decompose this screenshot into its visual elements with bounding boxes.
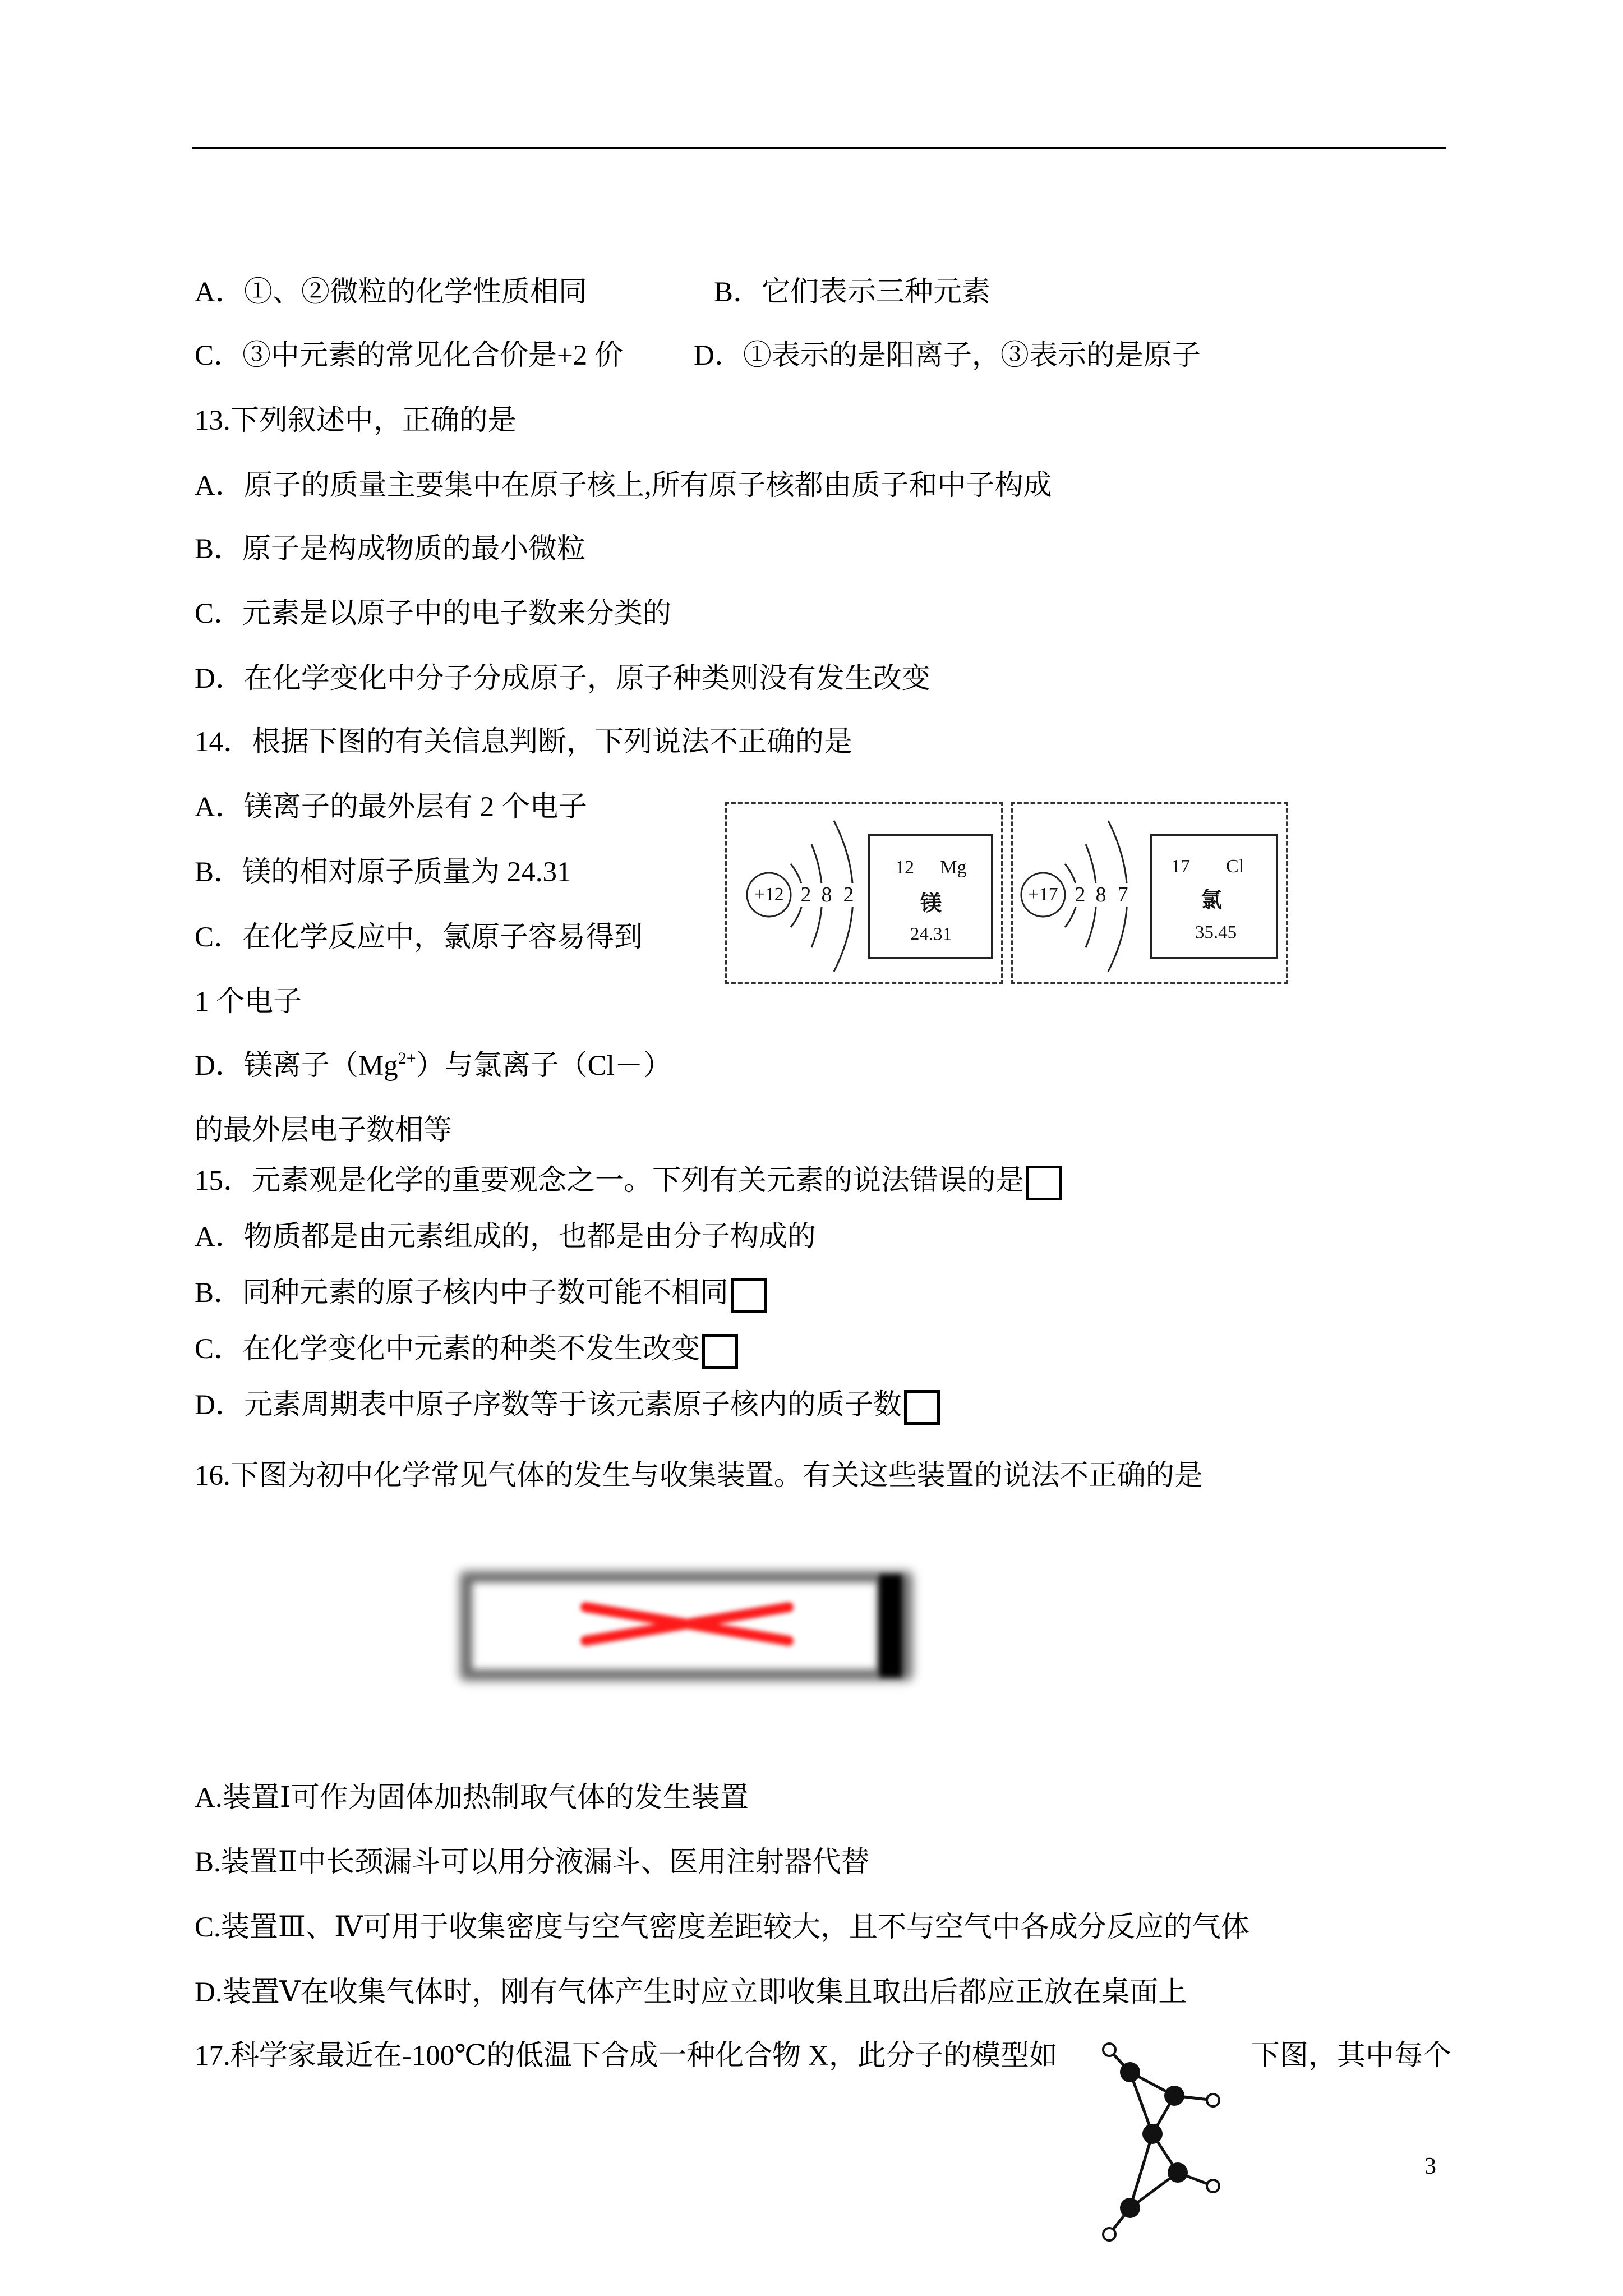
blank-box — [731, 1278, 767, 1313]
q12-option-c: C．③中元素的常见化合价是+2 价 — [195, 340, 624, 371]
q14-option-c-continued: 1 个电子 — [195, 986, 302, 1018]
magnesium-shell-electrons-3: 2 — [842, 883, 856, 907]
apparatus-figure-placeholder — [458, 1569, 915, 1683]
q13-option-a: A．原子的质量主要集中在原子核上,所有原子核都由质子和中子构成 — [195, 470, 1052, 501]
blank-box — [1026, 1166, 1062, 1200]
q14-option-d — [195, 1049, 672, 1083]
q12-option-a: A．①、②微粒的化学性质相同 — [195, 277, 587, 308]
magnesium-symbol: Mg — [940, 857, 967, 878]
q15-option-c-text: C．在化学变化中元素的种类不发生改变 — [195, 1333, 700, 1365]
chlorine-shell-electrons-1: 2 — [1073, 883, 1087, 907]
magnesium-atomic-number: 12 — [895, 857, 914, 878]
large-atom — [1142, 2124, 1163, 2144]
q14-option-c: C．在化学反应中，氯原子容易得到 — [195, 922, 643, 953]
q16-option-d: D.装置Ⅴ在收集气体时，刚有气体产生时应立即收集且取出后都应正放在桌面上 — [195, 1977, 1187, 2008]
q12-option-b: B．它们表示三种元素 — [714, 277, 991, 308]
q14-option-a: A．镁离子的最外层有 2 个电子 — [195, 792, 587, 823]
q15-stem-text: 15．元素观是化学的重要观念之一。下列有关元素的说法错误的是 — [195, 1165, 1025, 1197]
q14-option-b: B．镁的相对原子质量为 24.31 — [195, 857, 571, 888]
q15-option-d — [195, 1388, 940, 1422]
bond — [1130, 2134, 1152, 2208]
q16-option-c: C.装置Ⅲ、Ⅳ可用于收集密度与空气密度差距较大，且不与空气中各成分反应的气体 — [195, 1912, 1249, 1943]
q15-option-c — [195, 1332, 738, 1366]
chlorine-shell-electrons-3: 7 — [1116, 883, 1130, 907]
q12-option-d: D．①表示的是阳离子，③表示的是原子 — [694, 340, 1201, 371]
ion-charge-superscript: 2+ — [398, 1049, 416, 1068]
header-rule — [192, 147, 1446, 149]
chlorine-atomic-mass: 35.45 — [1195, 922, 1237, 943]
q13-option-d: D．在化学变化中分子分成原子，原子种类则没有发生改变 — [195, 663, 930, 694]
large-atom — [1120, 2198, 1140, 2218]
large-atom — [1164, 2086, 1184, 2106]
q15-option-a: A．物质都是由元素组成的，也都是由分子构成的 — [195, 1221, 816, 1253]
small-atom — [1207, 2180, 1219, 2192]
small-atom — [1103, 2228, 1115, 2240]
q14-option-d-text: D．镁离子（Mg — [195, 1050, 398, 1082]
large-atom — [1120, 2062, 1140, 2082]
chlorine-atomic-number: 17 — [1171, 856, 1190, 877]
q16-stem: 16.下图为初中化学常见气体的发生与收集装置。有关这些装置的说法不正确的是 — [195, 1460, 1203, 1492]
magnesium-shell-electrons-2: 8 — [820, 883, 834, 907]
atom-structure-figure — [725, 802, 1288, 984]
q17-stem: 17.科学家最近在-100℃的低温下合成一种化合物 X，此分子的模型如 — [195, 2040, 1058, 2072]
small-atom — [1103, 2044, 1115, 2056]
q15-option-b-text: B．同种元素的原子核内中子数可能不相同 — [195, 1277, 729, 1309]
q16-option-a: A.装置Ⅰ可作为固体加热制取气体的发生装置 — [195, 1782, 749, 1814]
magnesium-shell-electrons-1: 2 — [799, 883, 813, 907]
q14-option-d-continued: 的最外层电子数相等 — [195, 1115, 453, 1146]
q13-option-b: B．原子是构成物质的最小微粒 — [195, 533, 586, 565]
q13-stem: 13.下列叙述中，正确的是 — [195, 405, 517, 436]
q15-stem — [195, 1164, 1062, 1198]
q15-option-b — [195, 1276, 767, 1310]
chlorine-shell-electrons-2: 8 — [1094, 883, 1108, 907]
small-atom — [1207, 2094, 1219, 2106]
large-atom — [1168, 2162, 1188, 2183]
chlorine-symbol: Cl — [1225, 856, 1244, 877]
q14-option-d-text-end: ）与氯离子（Cl－） — [416, 1050, 672, 1082]
q15-option-d-text: D．元素周期表中原子序数等于该元素原子核内的质子数 — [195, 1389, 902, 1421]
molecule-model-figure — [1088, 2031, 1234, 2255]
magnesium-atomic-mass: 24.31 — [910, 924, 952, 945]
broken-image-icon — [458, 1569, 915, 1683]
q13-option-c: C．元素是以原子中的电子数来分类的 — [195, 598, 672, 629]
page-number: 3 — [1424, 2154, 1436, 2179]
q14-stem: 14．根据下图的有关信息判断，下列说法不正确的是 — [195, 726, 853, 758]
q17-stem-continued: 下图，其中每个 — [1251, 2040, 1452, 2072]
chlorine-nuclear-charge: +17 — [1028, 884, 1058, 905]
blank-box — [904, 1390, 940, 1425]
magnesium-nuclear-charge: +12 — [754, 884, 784, 905]
magnesium-name: 镁 — [920, 892, 942, 915]
chlorine-name: 氯 — [1200, 889, 1223, 912]
blank-box — [702, 1334, 738, 1369]
q16-option-b: B.装置Ⅱ中长颈漏斗可以用分液漏斗、医用注射器代替 — [195, 1847, 870, 1878]
